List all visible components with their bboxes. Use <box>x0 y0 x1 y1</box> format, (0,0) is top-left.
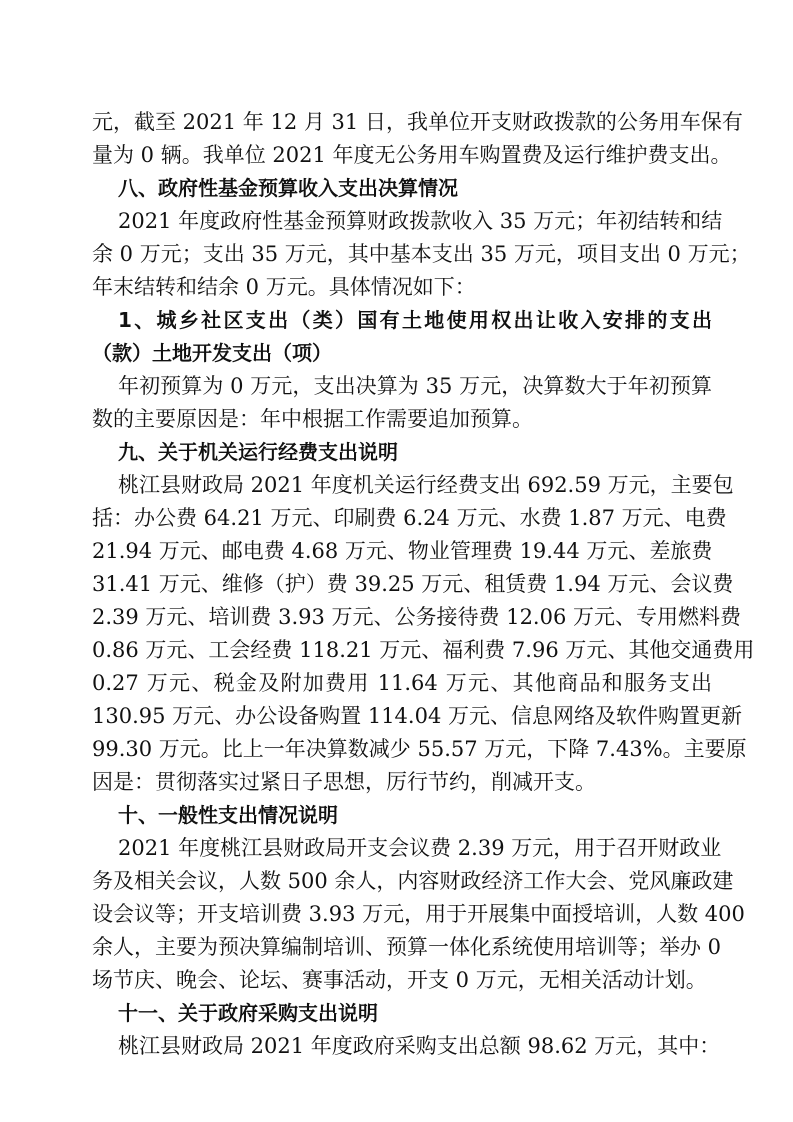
text-line: 十一、关于政府采购支出说明 <box>118 1001 378 1025</box>
text-line: 31.41 万元、维修（护）费 39.25 万元、租赁费 1.94 万元、会议费 <box>92 572 734 596</box>
text-line: 设会议等；开支培训费 3.93 万元，用于开展集中面授培训，人数 400 <box>92 902 745 926</box>
body-paragraph <box>92 106 743 172</box>
text-line: （款）土地开发支出（项） <box>92 341 332 365</box>
text-line: 年初预算为 0 万元，支出决算为 35 万元，决算数大于年初预算 <box>118 374 712 398</box>
text-line: 数的主要原因是：年中根据工作需要追加预算。 <box>92 407 533 431</box>
section-heading <box>92 304 712 370</box>
text-line: 十、一般性支出情况说明 <box>118 803 338 827</box>
text-line: 八、政府性基金预算收入支出决算情况 <box>118 176 458 200</box>
text-line: 130.95 万元、办公设备购置 114.04 万元、信息网络及软件购置更新 <box>92 704 742 728</box>
body-paragraph <box>92 370 712 436</box>
text-line: 括：办公费 64.21 万元、印刷费 6.24 万元、水费 1.87 万元、电费 <box>92 506 727 530</box>
section-heading <box>92 799 712 832</box>
text-line: 元，截至 2021 年 12 月 31 日，我单位开支财政拨款的公务用车保有 <box>92 110 743 134</box>
text-line: 场节庆、晚会、论坛、赛事活动，开支 0 万元，无相关活动计划。 <box>92 968 707 992</box>
text-line: 务及相关会议，人数 500 余人，内容财政经济工作大会、党风廉政建 <box>92 869 734 893</box>
text-line: 桃江县财政局 2021 年度机关运行经费支出 692.59 万元，主要包 <box>118 473 734 497</box>
body-paragraph <box>92 832 745 997</box>
text-line: 1、城乡社区支出（类）国有土地使用权出让收入安排的支出 <box>118 308 712 332</box>
text-line: 量为 0 辆。我单位 2021 年度无公务用车购置费及运行维护费支出。 <box>92 143 732 167</box>
text-line: 0.86 万元、工会经费 118.21 万元、福利费 7.96 万元、其他交通费用 <box>92 638 755 662</box>
text-line: 年末结转和结余 0 万元。具体情况如下： <box>92 275 476 299</box>
text-line: 因是：贯彻落实过紧日子思想，厉行节约，削减开支。 <box>92 770 596 794</box>
text-line: 余 0 万元；支出 35 万元，其中基本支出 35 万元，项目支出 0 万元； <box>92 242 751 266</box>
body-paragraph <box>92 469 755 799</box>
text-line: 2.39 万元、培训费 3.93 万元、公务接待费 12.06 万元、专用燃料费 <box>92 605 742 629</box>
document-page <box>92 106 755 1063</box>
section-heading <box>92 997 712 1030</box>
body-paragraph <box>92 1030 721 1063</box>
text-line: 0.27 万元、税金及附加费用 11.64 万元、其他商品和服务支出 <box>92 671 712 695</box>
section-heading <box>92 436 712 469</box>
text-line: 2021 年度政府性基金预算财政拨款收入 35 万元；年初结转和结 <box>118 209 723 233</box>
text-line: 余人，主要为预决算编制培训、预算一体化系统使用培训等；举办 0 <box>92 935 722 959</box>
text-line: 99.30 万元。比上一年决算数减少 55.57 万元，下降 7.43%。主要原 <box>92 737 747 761</box>
section-heading <box>92 172 712 205</box>
text-line: 桃江县财政局 2021 年度政府采购支出总额 98.62 万元，其中： <box>118 1034 721 1058</box>
text-line: 21.94 万元、邮电费 4.68 万元、物业管理费 19.44 万元、差旅费 <box>92 539 713 563</box>
text-line: 九、关于机关运行经费支出说明 <box>118 440 398 464</box>
body-paragraph <box>92 205 751 304</box>
text-line: 2021 年度桃江县财政局开支会议费 2.39 万元，用于召开财政业 <box>118 836 722 860</box>
